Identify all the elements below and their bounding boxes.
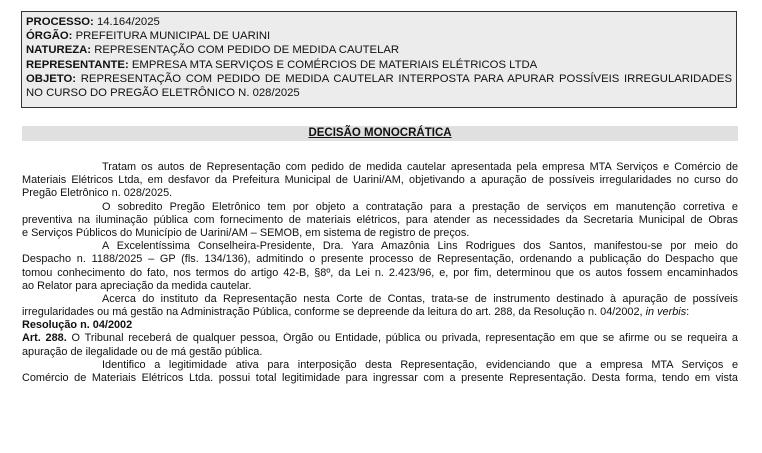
process-header-box bbox=[21, 11, 737, 108]
article-288-line-1 bbox=[22, 332, 738, 345]
objeto-line-2 bbox=[26, 86, 732, 100]
paragraph-4-line-2 bbox=[22, 306, 738, 319]
objeto-label: OBJETO: bbox=[26, 72, 77, 85]
paragraph-3-line-1: A Excelentíssima Conselheira-Presidente, Dra. Yara Amazônia Lins Rodrigues dos Santos, manifestou-se por meio do bbox=[102, 240, 738, 253]
objeto-value-line1: REPRESENTAÇÃO COM PEDIDO DE MEDIDA CAUTELAR INTERPOSTA PARA APURAR POSSÍVEIS IRREGULARIDADES bbox=[80, 72, 732, 85]
paragraph-4-line-2-end: : bbox=[686, 306, 690, 319]
natureza-label: NATUREZA: bbox=[26, 44, 92, 57]
processo-line bbox=[26, 15, 732, 29]
orgao-value: PREFEITURA MUNICIPAL DE UARINI bbox=[75, 30, 271, 43]
paragraph-3-line-4: ao Relator para apreciação da medida cautelar. bbox=[22, 279, 252, 292]
paragraph-1-line-2: Materiais Elétricos Ltda, em desfavor da Prefeitura Municipal de Uarini/AM, objetivando a apuração de possíveis irregularidades no curso do bbox=[22, 174, 738, 187]
representante-line bbox=[26, 58, 732, 72]
processo-label: PROCESSO: bbox=[26, 16, 94, 28]
in-verbis-italic: in verbis bbox=[645, 306, 687, 319]
section-title: DECISÃO MONOCRÁTICA bbox=[308, 127, 452, 139]
representante-value: EMPRESA MTA SERVIÇOS E COMÉRCIOS DE MATERIAIS ELÉTRICOS LTDA bbox=[131, 58, 538, 71]
natureza-line bbox=[26, 43, 732, 57]
article-288-line-2: apuração de ilegalidade ou de má gestão pública. bbox=[22, 345, 263, 358]
orgao-line bbox=[26, 29, 732, 43]
section-title-bar bbox=[22, 126, 738, 141]
paragraph-2-line-2: preventiva na iluminação pública com fornecimento de materiais elétricos, para atender as necessidades da Secretaria Municipal de Obras bbox=[22, 213, 738, 226]
article-288-label: Art. 288. bbox=[22, 332, 67, 345]
paragraph-3-line-2: Despacho n. 1188/2025 – GP (fls. 134/136), admitindo o presente processo de Representação, ordenando a publicação do Despacho que bbox=[22, 253, 738, 266]
objeto-line bbox=[26, 72, 732, 86]
paragraph-5-line-2: Comércio de Materiais Elétricos Ltda. possui total legitimidade para ingressar com a presente Representação. Desta forma, tendo em vista bbox=[22, 372, 738, 384]
article-288-text: O Tribunal receberá de qualquer pessoa, Órgão ou Entidade, pública ou privada, representação em que se afirme ou se requeira a bbox=[71, 332, 738, 345]
paragraph-3-line-3: tomou conhecimento do fato, nos termos do artigo 42-B, §8º, da Lei n. 2.423/96, e, por fim, determinou que os autos fossem encaminhados bbox=[22, 266, 738, 279]
paragraph-1-line-3: Pregão Eletrônico n. 028/2025. bbox=[22, 187, 173, 200]
orgao-label: ÓRGÃO: bbox=[26, 30, 73, 43]
objeto-value-line2: NO CURSO DO PREGÃO ELETRÔNICO N. 028/2025 bbox=[26, 87, 300, 100]
paragraph-2-line-1: O sobredito Pregão Eletrônico tem por objeto a contratação para a prestação de serviços em manutenção corretiva e bbox=[102, 200, 738, 213]
paragraph-2-line-3: e Serviços Públicos do Município de Uarini/AM – SEMOB, em sistema de registro de preços. bbox=[22, 226, 470, 239]
paragraph-5-line-1: Identifico a legitimidade ativa para interposição desta Representação, evidenciando que a empresa MTA Serviços e bbox=[102, 358, 738, 371]
resolucao-heading: Resolução n. 04/2002 bbox=[22, 319, 133, 332]
processo-value: 14.164/2025 bbox=[96, 16, 160, 28]
paragraph-1-line-1: Tratam os autos de Representação com pedido de medida cautelar apresentada pela empresa MTA Serviços e Comércio de bbox=[102, 161, 738, 173]
document-body bbox=[22, 161, 738, 385]
paragraph-4-line-1: Acerca do instituto da Representação nesta Corte de Contas, trata-se de instrumento destinado à apuração de possíveis bbox=[102, 292, 738, 305]
representante-label: REPRESENTANTE: bbox=[26, 58, 129, 71]
paragraph-4-line-2-text: irregularidades ou má gestão na Administração Pública, conforme se depreende da leitura do art. 288, da Resolução n. 04/2002, bbox=[22, 306, 643, 319]
natureza-value: REPRESENTAÇÃO COM PEDIDO DE MEDIDA CAUTELAR bbox=[94, 44, 400, 57]
